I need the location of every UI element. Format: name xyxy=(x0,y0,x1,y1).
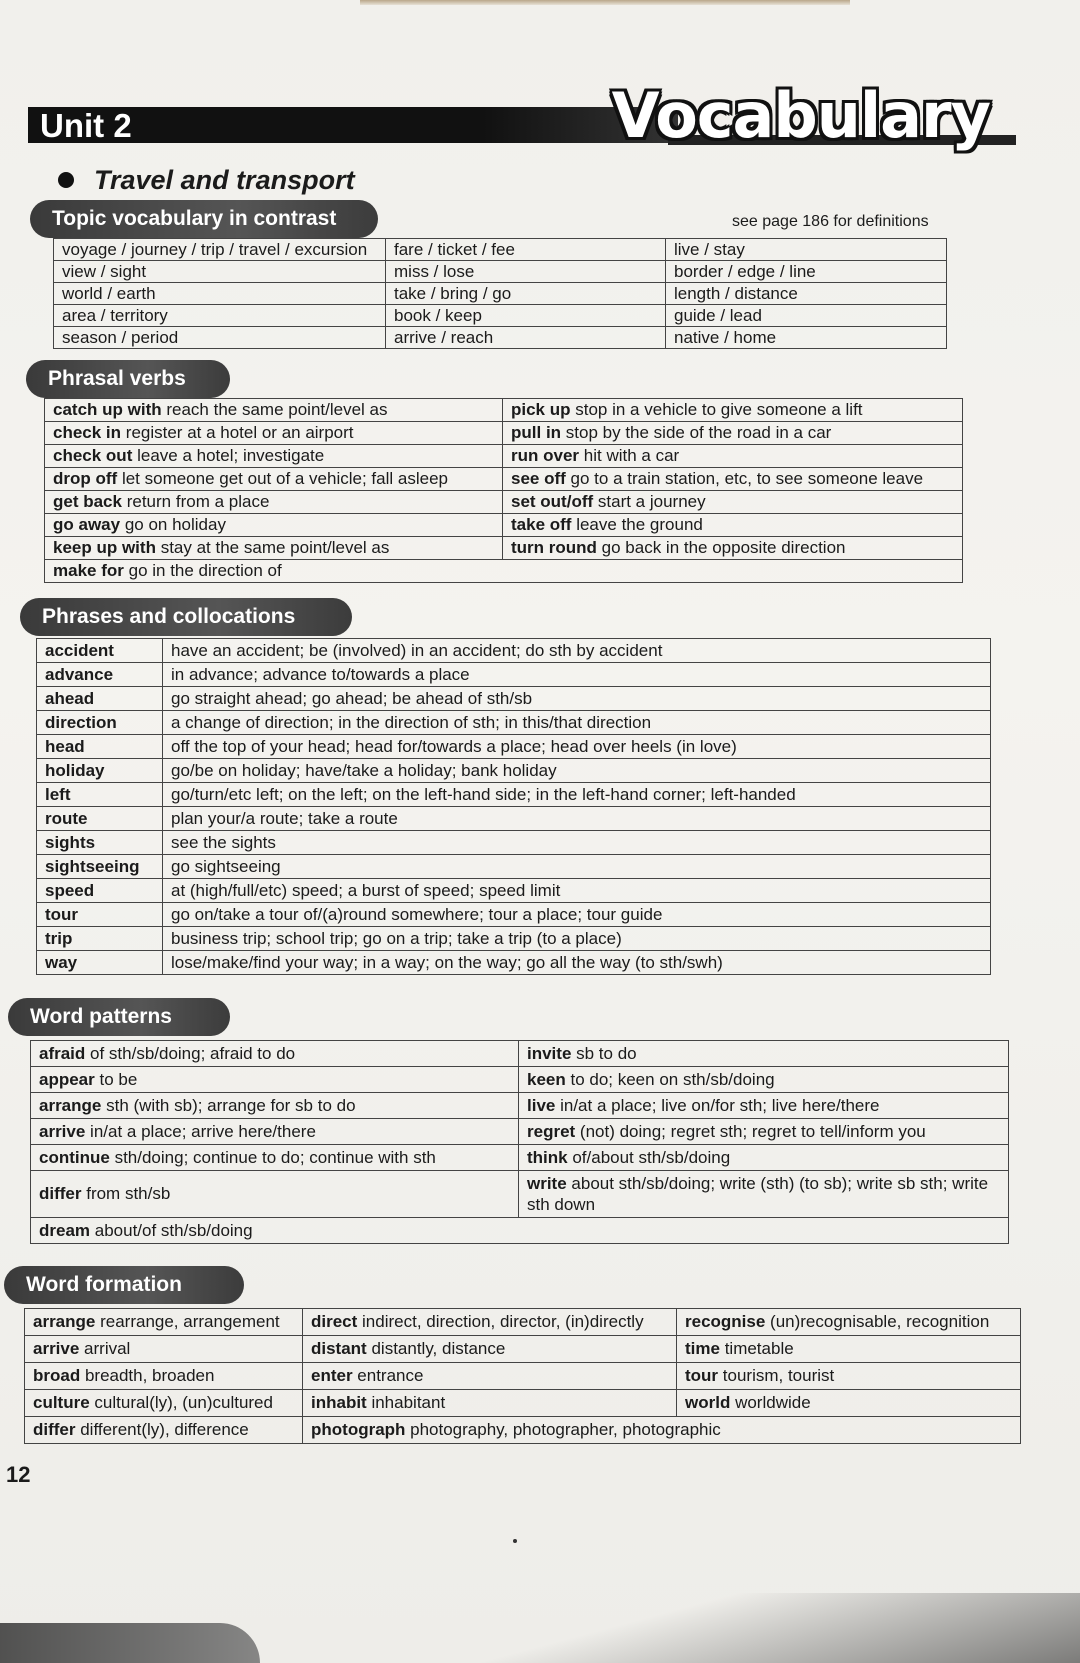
derived-forms: tourism, tourist xyxy=(718,1366,835,1385)
collocation-examples: plan your/a route; take a route xyxy=(171,808,398,828)
word-patterns-heading: Word patterns xyxy=(8,998,230,1036)
table-row xyxy=(37,855,991,879)
table-cell xyxy=(666,305,947,327)
table-cell xyxy=(31,1171,519,1218)
table-cell xyxy=(163,831,991,855)
vocabulary-set: miss / lose xyxy=(394,261,475,281)
pattern-usage: of sth/sb/doing; afraid to do xyxy=(85,1043,296,1063)
table-row xyxy=(54,261,947,283)
table-cell xyxy=(45,514,503,537)
table-cell xyxy=(37,711,163,735)
pattern-usage: to be xyxy=(94,1069,138,1089)
table-row xyxy=(37,759,991,783)
table-row xyxy=(37,639,991,663)
pattern-usage: about sth/sb/doing; write (sth) (to sb); write sb sth; write sth down xyxy=(527,1174,989,1214)
derived-forms: breadth, broaden xyxy=(80,1366,215,1385)
derived-forms: distantly, distance xyxy=(366,1339,506,1358)
table-cell xyxy=(37,783,163,807)
table-row xyxy=(45,560,963,583)
phrasal-verb-definition: go back in the opposite direction xyxy=(601,538,846,557)
table-cell xyxy=(37,639,163,663)
phrasal-verb-definition: stay at the same point/level as xyxy=(160,538,390,557)
pattern-usage: sth (with sb); arrange for sb to do xyxy=(101,1095,356,1115)
table-cell xyxy=(45,491,503,514)
table-cell xyxy=(386,305,666,327)
table-row xyxy=(54,327,947,349)
phrasal-verb-definition: reach the same point/level as xyxy=(166,400,388,419)
vocabulary-set: voyage / journey / trip / travel / excursion xyxy=(62,239,368,259)
table-cell xyxy=(666,283,947,305)
table-cell xyxy=(31,1119,519,1145)
table-cell xyxy=(37,735,163,759)
pattern-word: dream xyxy=(39,1220,91,1240)
topic-vocabulary-table xyxy=(53,238,947,349)
phrasal-verb-definition: go in the direction of xyxy=(128,561,282,580)
topic-vocabulary-heading: Topic vocabulary in contrast xyxy=(30,200,378,238)
table-cell xyxy=(37,951,163,975)
phrasal-verb: make for xyxy=(53,561,124,580)
root-word: tour xyxy=(685,1366,719,1385)
collocation-headword: ahead xyxy=(45,688,95,708)
pattern-usage: (not) doing; regret sth; regret to tell/inform you xyxy=(575,1121,926,1141)
phrasal-verb-definition: return from a place xyxy=(126,492,270,511)
pattern-word: write xyxy=(527,1174,567,1193)
derived-forms: photography, photographer, photographic xyxy=(405,1420,721,1439)
phrasal-verb: run over xyxy=(511,446,580,465)
table-cell xyxy=(677,1390,1021,1417)
table-cell xyxy=(163,663,991,687)
collocation-headword: direction xyxy=(45,712,117,732)
table-cell xyxy=(37,807,163,831)
table-cell xyxy=(519,1093,1009,1119)
unit-header xyxy=(28,79,1016,152)
table-cell xyxy=(519,1145,1009,1171)
table-cell xyxy=(303,1363,677,1390)
collocation-headword: holiday xyxy=(45,760,105,780)
speck xyxy=(513,1539,517,1543)
phrases-collocations-heading: Phrases and collocations xyxy=(20,598,352,636)
pattern-word: think xyxy=(527,1147,568,1167)
collocation-headword: accident xyxy=(45,640,114,660)
table-cell xyxy=(386,261,666,283)
table-cell xyxy=(45,399,503,422)
root-word: broad xyxy=(33,1366,81,1385)
vocabulary-set: view / sight xyxy=(62,261,147,281)
table-row xyxy=(31,1041,1009,1067)
table-cell xyxy=(25,1336,303,1363)
collocation-headword: head xyxy=(45,736,85,756)
pattern-word: arrange xyxy=(39,1095,102,1115)
finger-shadow xyxy=(0,1623,260,1663)
root-word: culture xyxy=(33,1393,90,1412)
phrasal-verb: pull in xyxy=(511,423,562,442)
table-row xyxy=(45,399,963,422)
word-patterns-table xyxy=(30,1040,1009,1244)
phrases-collocations-table xyxy=(36,638,991,975)
table-cell xyxy=(31,1145,519,1171)
table-cell xyxy=(163,879,991,903)
phrasal-verb: catch up with xyxy=(53,400,162,419)
word-formation-table xyxy=(24,1308,1021,1444)
pattern-word: regret xyxy=(527,1121,576,1141)
table-cell xyxy=(503,491,963,514)
table-row xyxy=(37,951,991,975)
collocation-headword: tour xyxy=(45,904,79,924)
table-row xyxy=(37,735,991,759)
derived-forms: timetable xyxy=(719,1339,794,1358)
root-word: inhabit xyxy=(311,1393,367,1412)
table-cell xyxy=(45,445,503,468)
table-cell xyxy=(386,327,666,349)
root-word: distant xyxy=(311,1339,367,1358)
phrasal-verb-definition: stop in a vehicle to give someone a lift xyxy=(575,400,863,419)
topic-subtitle xyxy=(58,165,355,196)
collocation-examples: see the sights xyxy=(171,832,276,852)
table-row xyxy=(54,283,947,305)
derived-forms: arrival xyxy=(79,1339,131,1358)
phrasal-verb-definition: leave the ground xyxy=(576,515,703,534)
table-cell xyxy=(163,783,991,807)
table-cell xyxy=(303,1417,1021,1444)
table-cell xyxy=(37,663,163,687)
table-cell xyxy=(54,261,386,283)
table-row xyxy=(37,927,991,951)
phrasal-verb-definition: start a journey xyxy=(597,492,706,511)
table-cell xyxy=(303,1390,677,1417)
pattern-usage: to do; keen on sth/sb/doing xyxy=(565,1069,775,1089)
table-row xyxy=(45,514,963,537)
root-word: arrange xyxy=(33,1312,96,1331)
table-row xyxy=(25,1390,1021,1417)
vocabulary-set: book / keep xyxy=(394,305,482,325)
table-row xyxy=(25,1417,1021,1444)
word-formation-heading: Word formation xyxy=(4,1266,244,1304)
phrasal-verb: turn round xyxy=(511,538,597,557)
table-cell xyxy=(519,1041,1009,1067)
pattern-usage: of/about sth/sb/doing xyxy=(567,1147,731,1167)
collocation-examples: go on/take a tour of/(a)round somewhere; tour a place; tour guide xyxy=(171,904,663,924)
table-row xyxy=(37,687,991,711)
table-row xyxy=(54,305,947,327)
table-cell xyxy=(37,879,163,903)
table-cell xyxy=(45,537,503,560)
collocation-headword: route xyxy=(45,808,88,828)
root-word: world xyxy=(685,1393,731,1412)
phrasal-verb-definition: register at a hotel or an airport xyxy=(125,423,354,442)
table-cell xyxy=(386,283,666,305)
pattern-usage: in/at a place; arrive here/there xyxy=(85,1121,316,1141)
table-row xyxy=(25,1363,1021,1390)
pattern-word: invite xyxy=(527,1043,572,1063)
table-cell xyxy=(37,855,163,879)
pattern-word: differ xyxy=(39,1184,82,1203)
vocabulary-set: live / stay xyxy=(674,239,745,259)
table-row xyxy=(37,831,991,855)
phrasal-verb-definition: leave a hotel; investigate xyxy=(137,446,325,465)
table-cell xyxy=(163,903,991,927)
phrasal-verb-definition: let someone get out of a vehicle; fall asleep xyxy=(121,469,448,488)
table-cell xyxy=(163,927,991,951)
table-cell xyxy=(303,1309,677,1336)
pattern-word: arrive xyxy=(39,1121,86,1141)
phrasal-verb: check out xyxy=(53,446,133,465)
table-cell xyxy=(163,855,991,879)
table-cell xyxy=(163,687,991,711)
page-fold-shadow xyxy=(360,0,850,5)
vocabulary-set: border / edge / line xyxy=(674,261,816,281)
phrasal-verb: check in xyxy=(53,423,122,442)
table-row xyxy=(31,1171,1009,1218)
table-cell xyxy=(519,1171,1009,1218)
vocabulary-set: world / earth xyxy=(62,283,156,303)
table-row xyxy=(37,663,991,687)
table-row xyxy=(37,879,991,903)
table-cell xyxy=(519,1067,1009,1093)
pattern-word: appear xyxy=(39,1069,95,1089)
collocation-examples: go/turn/etc left; on the left; on the left-hand side; in the left-hand corner; left-handed xyxy=(171,784,796,804)
table-cell xyxy=(45,560,963,583)
table-cell xyxy=(677,1363,1021,1390)
phrasal-verb-definition: go on holiday xyxy=(124,515,226,534)
table-cell xyxy=(37,927,163,951)
derived-forms: indirect, direction, director, (in)directly xyxy=(357,1312,644,1331)
table-cell xyxy=(163,711,991,735)
vocabulary-set: area / territory xyxy=(62,305,168,325)
vocabulary-set: season / period xyxy=(62,327,179,347)
root-word: enter xyxy=(311,1366,353,1385)
table-cell xyxy=(25,1417,303,1444)
collocation-headword: left xyxy=(45,784,71,804)
table-row xyxy=(37,903,991,927)
section-title: Vocabulary xyxy=(611,79,990,152)
table-cell xyxy=(54,327,386,349)
table-cell xyxy=(31,1093,519,1119)
table-cell xyxy=(45,468,503,491)
table-cell xyxy=(303,1336,677,1363)
collocation-examples: a change of direction; in the direction of sth; in this/that direction xyxy=(171,712,652,732)
table-cell xyxy=(31,1218,1009,1244)
phrasal-verb-definition: stop by the side of the road in a car xyxy=(565,423,832,442)
pattern-usage: about/of sth/sb/doing xyxy=(90,1220,253,1240)
table-row xyxy=(37,807,991,831)
table-cell xyxy=(503,514,963,537)
collocation-examples: go straight ahead; go ahead; be ahead of sth/sb xyxy=(171,688,533,708)
collocation-headword: sights xyxy=(45,832,96,852)
table-cell xyxy=(163,807,991,831)
table-cell xyxy=(37,759,163,783)
table-cell xyxy=(163,951,991,975)
table-cell xyxy=(31,1067,519,1093)
table-cell xyxy=(666,327,947,349)
table-cell xyxy=(677,1309,1021,1336)
table-cell xyxy=(163,759,991,783)
table-cell xyxy=(54,305,386,327)
pattern-usage: from sth/sb xyxy=(81,1184,171,1203)
table-row xyxy=(37,711,991,735)
pattern-word: afraid xyxy=(39,1043,86,1063)
table-cell xyxy=(37,903,163,927)
root-word: arrive xyxy=(33,1339,80,1358)
collocation-examples: lose/make/find your way; in a way; on the way; go all the way (to sth/swh) xyxy=(171,952,723,972)
table-row xyxy=(45,422,963,445)
table-cell xyxy=(37,687,163,711)
table-row xyxy=(31,1093,1009,1119)
root-word: recognise xyxy=(685,1312,766,1331)
root-word: time xyxy=(685,1339,720,1358)
table-cell xyxy=(677,1336,1021,1363)
collocation-examples: off the top of your head; head for/towards a place; head over heels (in love) xyxy=(171,736,737,756)
table-cell xyxy=(666,261,947,283)
table-row xyxy=(54,239,947,261)
bullet-icon xyxy=(58,172,74,188)
table-row xyxy=(45,537,963,560)
collocation-headword: speed xyxy=(45,880,95,900)
vocabulary-set: guide / lead xyxy=(674,305,762,325)
table-row xyxy=(31,1145,1009,1171)
collocation-examples: go/be on holiday; have/take a holiday; bank holiday xyxy=(171,760,557,780)
pattern-usage: sb to do xyxy=(571,1043,637,1063)
table-cell xyxy=(503,422,963,445)
table-cell xyxy=(503,468,963,491)
phrasal-verb-definition: go to a train station, etc, to see someone leave xyxy=(570,469,924,488)
vocabulary-set: fare / ticket / fee xyxy=(394,239,515,259)
collocation-headword: advance xyxy=(45,664,114,684)
pattern-usage: in/at a place; live on/for sth; live here/there xyxy=(555,1095,880,1115)
vocabulary-set: arrive / reach xyxy=(394,327,494,347)
root-word: photograph xyxy=(311,1420,406,1439)
table-row xyxy=(31,1218,1009,1244)
vocabulary-set: length / distance xyxy=(674,283,798,303)
phrasal-verb: go away xyxy=(53,515,121,534)
definitions-note: see page 186 for definitions xyxy=(732,213,929,230)
table-cell xyxy=(25,1390,303,1417)
derived-forms: rearrange, arrangement xyxy=(95,1312,280,1331)
phrasal-verbs-table xyxy=(44,398,963,583)
table-row xyxy=(31,1119,1009,1145)
derived-forms: worldwide xyxy=(730,1393,811,1412)
phrasal-verb: pick up xyxy=(511,400,571,419)
phrasal-verb: keep up with xyxy=(53,538,156,557)
table-cell xyxy=(163,639,991,663)
table-row xyxy=(45,468,963,491)
pattern-word: live xyxy=(527,1095,556,1115)
collocation-headword: way xyxy=(45,952,78,972)
table-cell xyxy=(386,239,666,261)
vocabulary-set: native / home xyxy=(674,327,777,347)
pattern-usage: sth/doing; continue to do; continue with sth xyxy=(109,1147,436,1167)
subtitle-text: Travel and transport xyxy=(94,165,355,195)
phrasal-verb: get back xyxy=(53,492,122,511)
table-cell xyxy=(163,735,991,759)
phrasal-verb: drop off xyxy=(53,469,118,488)
table-row xyxy=(37,783,991,807)
table-cell xyxy=(519,1119,1009,1145)
table-cell xyxy=(25,1309,303,1336)
table-cell xyxy=(503,445,963,468)
table-cell xyxy=(666,239,947,261)
root-word: direct xyxy=(311,1312,358,1331)
table-cell xyxy=(31,1041,519,1067)
table-row xyxy=(45,491,963,514)
derived-forms: cultural(ly), (un)cultured xyxy=(89,1393,273,1412)
root-word: differ xyxy=(33,1420,76,1439)
collocation-examples: have an accident; be (involved) in an accident; do sth by accident xyxy=(171,640,663,660)
derived-forms: (un)recognisable, recognition xyxy=(765,1312,990,1331)
vocabulary-set: take / bring / go xyxy=(394,283,512,303)
table-cell xyxy=(45,422,503,445)
table-row xyxy=(25,1336,1021,1363)
phrasal-verb-definition: hit with a car xyxy=(583,446,680,465)
derived-forms: inhabitant xyxy=(366,1393,446,1412)
table-row xyxy=(31,1067,1009,1093)
phrasal-verb: see off xyxy=(511,469,566,488)
collocation-examples: at (high/full/etc) speed; a burst of speed; speed limit xyxy=(171,880,561,900)
derived-forms: different(ly), difference xyxy=(75,1420,249,1439)
table-cell xyxy=(503,399,963,422)
table-cell xyxy=(503,537,963,560)
page-number: 12 xyxy=(6,1462,31,1487)
collocation-headword: trip xyxy=(45,928,73,948)
table-cell xyxy=(37,831,163,855)
table-cell xyxy=(54,239,386,261)
table-cell xyxy=(25,1363,303,1390)
table-row xyxy=(25,1309,1021,1336)
table-cell xyxy=(54,283,386,305)
phrasal-verb: take off xyxy=(511,515,572,534)
pattern-word: continue xyxy=(39,1147,110,1167)
collocation-headword: sightseeing xyxy=(45,856,140,876)
unit-label: Unit 2 xyxy=(40,107,132,144)
phrasal-verbs-heading: Phrasal verbs xyxy=(26,360,230,398)
pattern-word: keen xyxy=(527,1069,566,1089)
phrasal-verb: set out/off xyxy=(511,492,594,511)
table-row xyxy=(45,445,963,468)
derived-forms: entrance xyxy=(352,1366,424,1385)
collocation-examples: go sightseeing xyxy=(171,856,281,876)
collocation-examples: in advance; advance to/towards a place xyxy=(171,664,470,684)
collocation-examples: business trip; school trip; go on a trip; take a trip (to a place) xyxy=(171,928,622,948)
